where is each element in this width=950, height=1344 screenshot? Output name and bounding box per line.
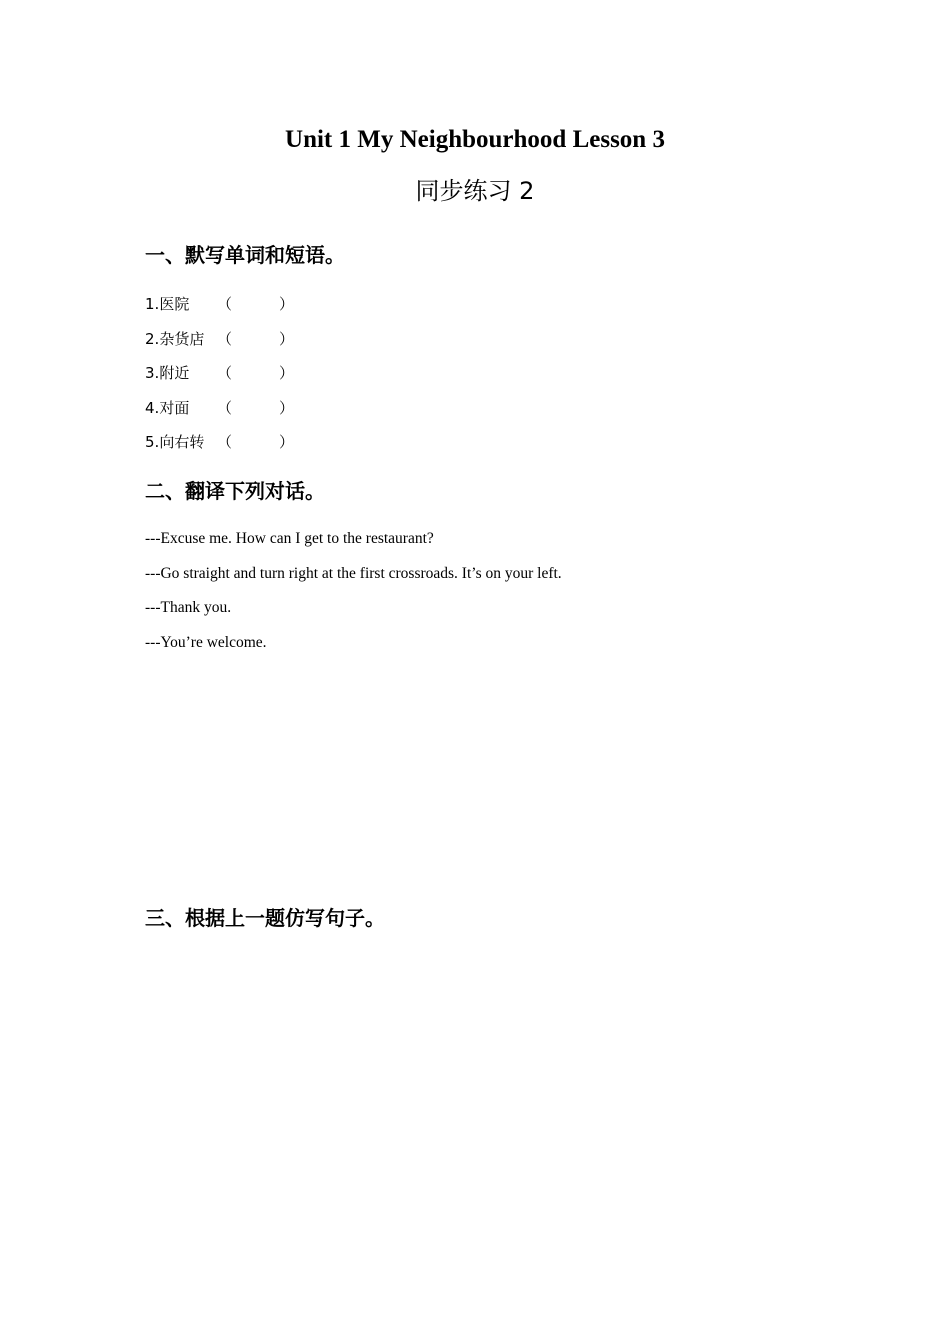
dialogue-line: ---Excuse me. How can I get to the restaurant?	[145, 530, 434, 547]
vocab-item	[145, 397, 345, 432]
vocab-number: 3.	[145, 364, 160, 382]
vocab-item	[145, 328, 345, 363]
vocab-word: 向右转	[159, 433, 205, 451]
answer-blank-close: ）	[279, 295, 295, 313]
vocab-word: 杂货店	[159, 329, 205, 348]
section-heading-translate: 二、翻译下列对话。	[145, 479, 325, 503]
vocab-word: 医院	[159, 295, 190, 313]
section-heading-dictation: 一、默写单词和短语。	[145, 243, 345, 267]
dialogue-line: ---Thank you.	[145, 599, 232, 616]
dialogue-line: ---You’re welcome.	[145, 633, 267, 651]
vocab-number: 2.	[145, 329, 160, 348]
answer-blank-close: ）	[279, 329, 295, 348]
vocab-word: 附近	[159, 364, 190, 382]
vocab-number: 1.	[145, 295, 160, 313]
answer-blank-open: （	[217, 295, 233, 313]
answer-blank-open: （	[217, 364, 233, 382]
vocab-number: 4.	[145, 398, 160, 417]
answer-blank-open: （	[217, 329, 233, 348]
answer-blank-close: ）	[279, 364, 295, 382]
vocab-number: 5.	[145, 433, 160, 451]
dialogue-line: ---Go straight and turn right at the first crossroads. It’s on your left.	[145, 564, 562, 582]
document-subtitle: 同步练习 2	[415, 177, 535, 205]
document-title: Unit 1 My Neighbourhood Lesson 3	[285, 126, 665, 153]
dialogue-list	[145, 528, 562, 666]
vocab-list	[145, 293, 345, 466]
vocab-item	[145, 431, 345, 466]
answer-blank-close: ）	[279, 433, 295, 451]
answer-blank-close: ）	[279, 398, 295, 417]
vocab-item	[145, 362, 345, 397]
answer-blank-open: （	[217, 433, 233, 451]
vocab-word: 对面	[159, 398, 190, 417]
section-heading-imitate: 三、根据上一题仿写句子。	[145, 906, 385, 930]
vocab-item	[145, 293, 345, 328]
answer-blank-open: （	[217, 398, 233, 417]
